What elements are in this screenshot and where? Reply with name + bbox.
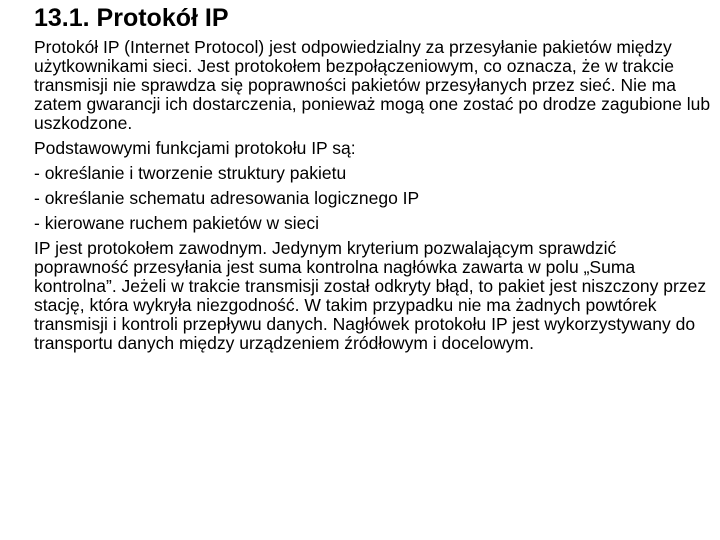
slide-title: 13.1. Protokół IP xyxy=(34,4,229,32)
list-item-packet-structure: - określanie i tworzenie struktury pakietu xyxy=(34,163,347,183)
slide-body xyxy=(34,38,714,359)
paragraph-functions-heading: Podstawowymi funkcjami protokołu IP są: xyxy=(34,138,356,158)
term-protokol-ip: Protokół IP xyxy=(34,37,120,57)
list-item-traffic-routing: - kierowane ruchem pakietów w sieci xyxy=(34,213,319,233)
list-item-addressing-scheme: - określanie schematu adresowania logicznego IP xyxy=(34,188,420,208)
intro-text: (Internet Protocol) jest odpowiedzialny za przesyłanie pakietów między użytkownikami sieci. Jest protokołem bezpołączeniowym, co oznacza, że w trakcie transmisji nie sprawdza się poprawności pakietów przesyłanych przez sieć. Nie ma zatem gwarancji ich dostarczenia, ponieważ mogą one zostać po drodze zagubione lub uszkodzone. xyxy=(34,37,711,133)
paragraph-reliability: IP jest protokołem zawodnym. Jedynym kryterium pozwalającym sprawdzić poprawność przesyłania jest suma kontrolna nagłówka zawarta w polu „Suma kontrolna”. Jeżeli w trakcie transmisji został odkryty błąd, to pakiet jest niszczony przez stację, która wykryła niezgodność. W takim przypadku nie ma żadnych powtórek transmisji i kontroli przepływu danych. Nagłówek protokołu IP jest wykorzystywany do transportu danych między urządzeniem źródłowym i docelowym. xyxy=(34,238,707,353)
paragraph-intro xyxy=(34,38,714,133)
